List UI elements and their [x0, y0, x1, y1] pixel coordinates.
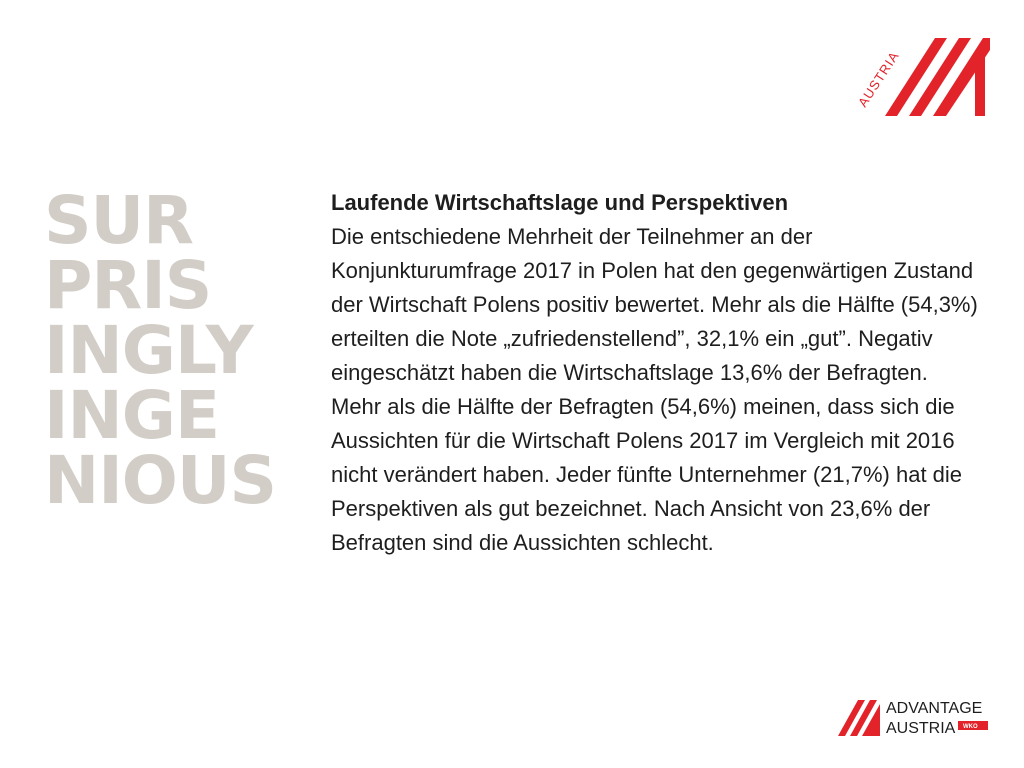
section-heading: Laufende Wirtschaftslage und Perspektiven — [331, 190, 789, 215]
content — [331, 186, 981, 560]
slogan-line: PRIS — [44, 247, 212, 324]
logo-line2: AUSTRIA — [886, 720, 956, 737]
paragraph-2: Mehr als die Hälfte der Befragten (54,6%) meinen, dass sich die Aussichten für die Wirtschaft Polens 2017 im Vergleich mit 2016 nicht verändert haben. Jeder fünfte Unternehmer (21,7%) hat die Perspektiven als gut bezeichnet. Nach Ansicht von 23,6% der Befragten sind die Aussichten schlecht. — [331, 394, 963, 555]
paragraph-1: Die entschiedene Mehrheit der Teilnehmer an der Konjunkturumfrage 2017 in Polen hat den gegenwärtigen Zustand der Wirtschaft Polens positiv bewertet. Mehr als die Hälfte (54,3%) erteilten die Note „zufriedenstellend”, 32,1% ein „gut”. Negativ eingeschätzt haben die Wirtschaftslage 13,6% der Befragten. — [331, 224, 978, 385]
slogan-line: INGLY — [44, 312, 253, 389]
logo-line1: ADVANTAGE — [886, 700, 983, 717]
austria-logo-text: AUSTRIA — [855, 48, 903, 110]
slogan-line: NIOUS — [44, 442, 277, 519]
slogan — [44, 182, 277, 519]
austria-logo-top — [855, 28, 990, 120]
advantage-austria-logo — [836, 694, 996, 740]
wko-badge-text: WKO — [963, 724, 978, 730]
slogan-line: SUR — [44, 182, 193, 259]
slogan-line: INGE — [44, 377, 220, 454]
